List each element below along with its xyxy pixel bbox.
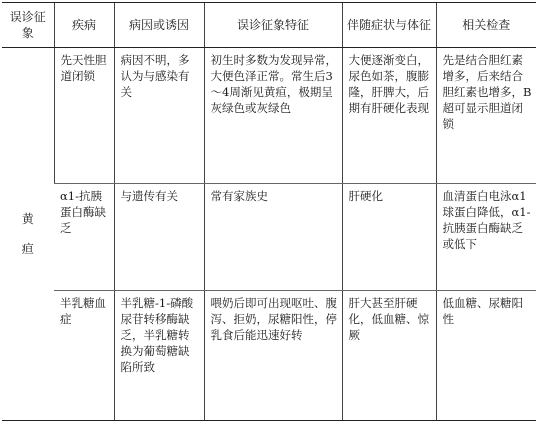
header-cause: 病因或诱因: [114, 3, 204, 48]
header-symptoms: 伴随症状与体征: [342, 3, 436, 48]
table-row: [2, 291, 536, 421]
feature-cell: 常有家族史: [204, 184, 342, 291]
exam-cell: 低血糖、尿糖阳性: [436, 291, 536, 421]
disease-cell: 半乳糖血症: [54, 291, 114, 421]
symptoms-cell: 肝硬化: [342, 184, 436, 291]
category-cell: [2, 48, 54, 421]
feature-cell: 初生时多数为发现异常，大便色泽正常。常生后3～4周渐见黄疸，极期呈灰绿色或灰绿色: [204, 48, 342, 184]
disease-cell: α1-抗胰蛋白酶缺乏: [54, 184, 114, 291]
cause-cell: 病因不明，多认为与感染有关: [114, 48, 204, 184]
table-row: [2, 184, 536, 291]
category-label: 黄疸: [21, 212, 34, 256]
cause-cell: 半乳糖-1-磷酸尿苷转移酶缺乏，半乳糖转换为葡萄糖缺陷所致: [114, 291, 204, 421]
symptoms-cell: 大便逐渐变白，尿色如茶，腹膨隆，肝脾大，后期有肝硬化表现: [342, 48, 436, 184]
header-exam: 相关检查: [436, 3, 536, 48]
exam-cell: 先是结合胆红素增多，后来结合胆红素也增多，B超可显示胆道闭锁: [436, 48, 536, 184]
header-feature: 误诊征象特征: [204, 3, 342, 48]
exam-cell: 血清蛋白电泳α1球蛋白降低，α1-抗胰蛋白酶缺乏或低下: [436, 184, 536, 291]
disease-cell: 先天性胆道闭锁: [54, 48, 114, 184]
misdiagnosis-table: [2, 2, 536, 421]
feature-cell: 喂奶后即可出现呕吐、腹泻、拒奶，尿糖阳性，停乳食后能迅速好转: [204, 291, 342, 421]
cause-cell: 与遗传有关: [114, 184, 204, 291]
table-header-row: [2, 3, 536, 48]
header-misdiagnosis-sign: 误诊征象: [2, 3, 54, 48]
table-row: [2, 48, 536, 184]
symptoms-cell: 肝大甚至肝硬化，低血糖、惊厥: [342, 291, 436, 421]
header-disease: 疾病: [54, 3, 114, 48]
